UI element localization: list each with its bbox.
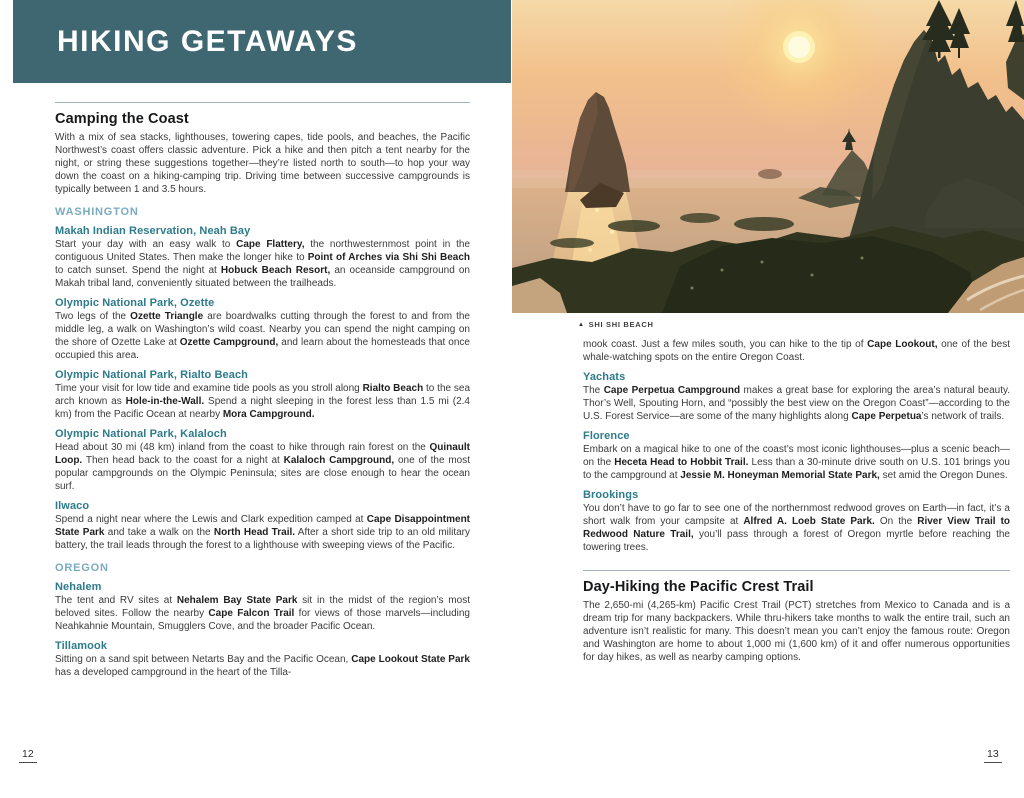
entry-heading: Olympic National Park, Kalaloch: [55, 428, 227, 440]
entry-body: The tent and RV sites at Nehalem Bay State Park sit in the midst of the region’s most beloved sites. Follow the nearby Cape Falcon Trail for views of those marvels—including Neahkahnie Mountain, Smugglers Cove, and the broader Pacific Ocean.: [55, 595, 470, 632]
entry-heading: Brookings: [583, 489, 639, 501]
chapter-title: HIKING GETAWAYS: [57, 24, 358, 58]
entry-brookings: [583, 489, 1010, 554]
page-number-right: 13: [984, 748, 1002, 763]
caption-triangle-icon: ▲: [578, 322, 585, 328]
entry-body: Spend a night near where the Lewis and Clark expedition camped at Cape Disappointment State Park and take a walk on the North Head Trail. After a short side trip to an old military battery, the trail leads through the forest to a lighthouse with sweeping views of the Pacific.: [55, 514, 471, 551]
section-divider: [583, 570, 1010, 571]
entry-body: Start your day with an easy walk to Cape Flattery, the northwesternmost point in the contiguous United States. Then make the longer hike to Point of Arches via Shi Shi Beach to catch sunset. Spend the night at Hobuck Beach Resort, an oceanside campground on Makah tribal land, conveniently situated between the trailheads.: [55, 239, 471, 289]
entry-ozette: [55, 297, 470, 362]
right-page: [512, 0, 1024, 798]
entry-ilwaco: [55, 500, 470, 552]
entry-yachats: [583, 371, 1010, 423]
section-title-camping-the-coast: Camping the Coast: [55, 111, 189, 127]
intro-paragraph: With a mix of sea stacks, lighthouses, towering capes, tide pools, and beaches, the Pacific Northwest’s coast offers classic adventure. Pick a hike and then pitch a tent nearby for the night, or string these suggestions together—they’re listed north to south—to hop your way down the coast on a hiking-camping trip. Driving time between successive campgrounds is typically between 1 and 3.5 hours.: [55, 132, 470, 195]
entry-makah: [55, 225, 470, 290]
section-divider: [55, 102, 470, 103]
entry-rialto-beach: [55, 369, 470, 421]
entry-nehalem: [55, 581, 470, 633]
region-label-oregon: OREGON: [55, 562, 109, 574]
continuation-paragraph: mook coast. Just a few miles south, you can hike to the tip of Cape Lookout, one of the best whale-watching spots on the entire Oregon Coast.: [583, 339, 1010, 363]
entry-body: Time your visit for low tide and examine tide pools as you stroll along Rialto Beach to the sea arch known as Hole-in-the-Wall. Spend a night sleeping in the forest less than 1.5 mi (2.4 km) from the Pacific Ocean at nearby Mora Campground.: [55, 383, 471, 420]
left-text-column: [55, 102, 470, 679]
entry-body: The Cape Perpetua Campground makes a great base for exploring the area’s natural beauty. Thor’s Well, Spouting Horn, and “possibly the best view on the Oregon Coast”—according to the U.S. Forest Service—are some of the many highlights along Cape Perpetua’s network of trails.: [583, 385, 1011, 422]
section-title-day-hiking-pct: Day-Hiking the Pacific Crest Trail: [583, 579, 814, 595]
entry-tillamook: [55, 640, 470, 679]
entry-heading: Florence: [583, 430, 630, 442]
region-label-washington: WASHINGTON: [55, 206, 139, 218]
entry-body: Head about 30 mi (48 km) inland from the coast to hike through rain forest on the Quinault Loop. Then head back to the coast for a night at Kalaloch Campground, one of the most popular campgrounds on the Olympic Peninsula; sites are close enough to hear the ocean surf.: [55, 442, 470, 492]
entry-kalaloch: [55, 428, 470, 493]
entry-body: You don’t have to go far to see one of the northernmost redwood groves on Earth—in fact, it’s a short walk from your campsite at Alfred A. Loeb State Park. On the River View Trail to Redwood Nature Trail, you’ll pass through a forest of Oregon myrtle before reaching the towering trees.: [583, 503, 1011, 553]
entry-heading: Olympic National Park, Ozette: [55, 297, 215, 309]
pct-paragraph: The 2,650-mi (4,265-km) Pacific Crest Trail (PCT) stretches from Mexico to Canada and is a dream trip for many backpackers. While thru-hikers take months to walk the entire trail, such an adventure isn’t realistic for many. This doesn’t mean you can’t enjoy the famous route: Oregon and Washington are home to about 1,000 mi (1,600 km) of it and offer numerous opportunities for day hikes, as well as nearby camping options.: [583, 600, 1010, 663]
caption-text: SHI SHI BEACH: [588, 320, 654, 329]
shi-shi-beach-photo: [512, 0, 1024, 313]
entry-heading: Yachats: [583, 371, 626, 383]
photo-caption: [578, 320, 654, 329]
entry-heading: Tillamook: [55, 640, 108, 652]
entry-body: Sitting on a sand spit between Netarts Bay and the Pacific Ocean, Cape Lookout State Park has a developed campground in the heart of the Tilla-: [55, 654, 470, 678]
chapter-banner: [13, 0, 511, 83]
entry-florence: [583, 430, 1010, 482]
sunset-beach-illustration: [512, 0, 1024, 313]
right-text-column: [583, 338, 1010, 664]
entry-heading: Ilwaco: [55, 500, 90, 512]
entry-heading: Nehalem: [55, 581, 102, 593]
page-number-left: 12: [19, 748, 37, 763]
entry-heading: Makah Indian Reservation, Neah Bay: [55, 225, 251, 237]
entry-body: Two legs of the Ozette Triangle are boardwalks cutting through the forest to and from the middle leg, a walk on Washington’s wild coast. Nearby you can spend the night camping on the shore of Ozette Lake at Ozette Campground, and learn about the homesteads that once occupied this area.: [55, 311, 470, 361]
entry-body: Embark on a magical hike to one of the coast’s most iconic lighthouses—plus a scenic beach—on the Heceta Head to Hobbit Trail. Less than a 30-minute drive south on U.S. 101 brings you to the campground at Jessie M. Honeyman Memorial State Park, set amid the Oregon Dunes.: [583, 444, 1010, 481]
entry-heading: Olympic National Park, Rialto Beach: [55, 369, 249, 381]
